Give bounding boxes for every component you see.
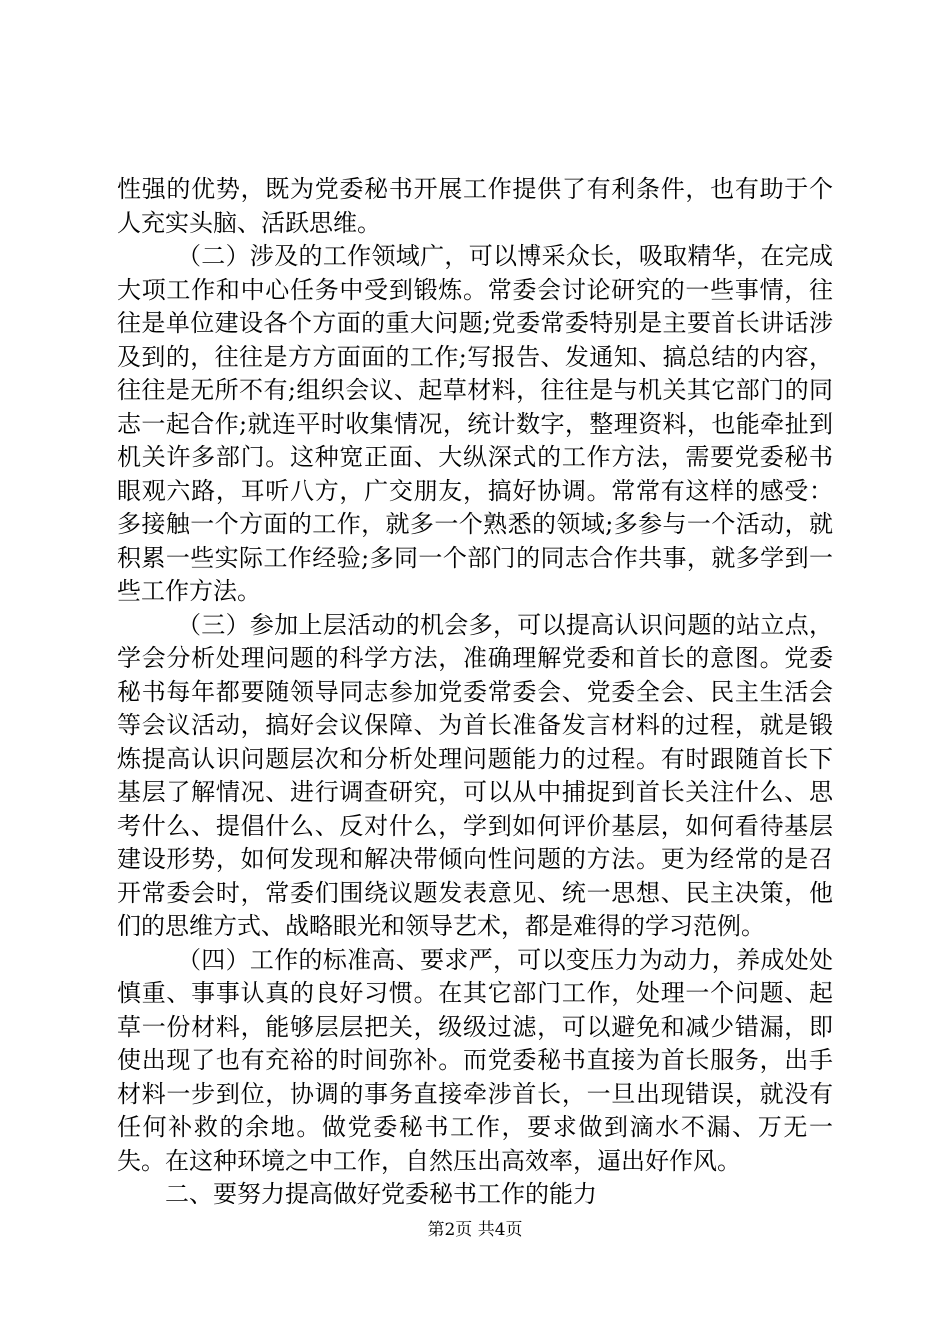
paragraph-section-2: （二）涉及的工作领域广，可以博采众长，吸取精华，在完成大项工作和中心任务中受到锻炼。常委会讨论研究的一些事情，往往是单位建设各个方面的重大问题;党委常委特别是主要首长讲话涉及到的，往往是方方面面的工作;写报告、发通知、搞总结的内容，往往是无所不有;组织会议、起草材料，往往是与机关其它部门的同志一起合作;就连平时收集情况，统计数字，整理资料，也能牵扯到机关许多部门。这种宽正面、大纵深式的工作方法，需要党委秘书眼观六路，耳听八方，广交朋友，搞好协调。常常有这样的感受：多接触一个方面的工作，就多一个熟悉的领域;多参与一个活动，就积累一些实际工作经验;多同一个部门的同志合作共事，就多学到一些工作方法。 (117, 242, 833, 605)
page-footer (0, 1219, 950, 1241)
section-heading-2: 二、要努力提高做好党委秘书工作的能力 (165, 1180, 597, 1208)
document-body (117, 173, 833, 1212)
paragraph-section-4: （四）工作的标准高、要求严，可以变压力为动力，养成处处慎重、事事认真的良好习惯。在其它部门工作，处理一个问题、起草一份材料，能够层层把关，级级过滤，可以避免和减少错漏，即使出现了也有充裕的时间弥补。而党委秘书直接为首长服务，出手材料一步到位，协调的事务直接牵涉首长，一旦出现错误，就没有任何补救的余地。做党委秘书工作，要求做到滴水不漏、万无一失。在这种环境之中工作，自然压出高效率，逼出好作风。 (117, 945, 833, 1175)
page-number-label: 第2页 共4页 (427, 1220, 523, 1240)
paragraph-continuation: 性强的优势，既为党委秘书开展工作提供了有利条件，也有助于个人充实头脑、活跃思维。 (117, 175, 833, 237)
paragraph-section-3: （三）参加上层活动的机会多，可以提高认识问题的站立点，学会分析处理问题的科学方法，准确理解党委和首长的意图。党委秘书每年都要随领导同志参加党委常委会、党委全会、民主生活会等会议活动，搞好会议保障、为首长准备发言材料的过程，就是锻炼提高认识问题层次和分析处理问题能力的过程。有时跟随首长下基层了解情况、进行调查研究，可以从中捕捉到首长关注什么、思考什么、提倡什么、反对什么，学到如何评价基层，如何看待基层建设形势，如何发现和解决带倾向性问题的方法。更为经常的是召开常委会时，常委们围绕议题发表意见、统一思想、民主决策，他们的思维方式、战略眼光和领导艺术，都是难得的学习范例。 (117, 610, 833, 940)
